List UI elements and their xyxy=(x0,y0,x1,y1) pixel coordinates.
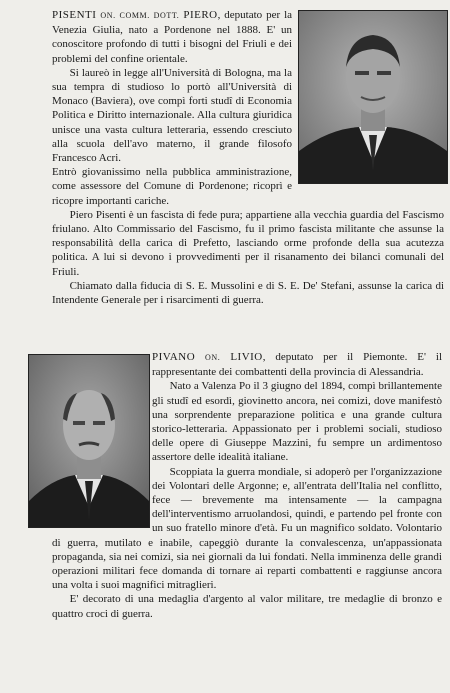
honorific: ON. xyxy=(205,353,221,362)
paragraph: Si laureò in legge all'Università di Bologna, ma la sua tempra di studioso lo portò all'Università di Monaco (Baviera), ove compì forti studî di Economia Politica e Diritto internazionale. Alla cultura giuridica unisce una vasta cultura letteraria, essendo cresciuto alla scuola dell'avo materno, il grande filosofo Francesco Acri. xyxy=(52,66,292,165)
biography-text-pivano xyxy=(52,350,442,621)
photo-spacer xyxy=(52,350,152,528)
paragraph: Scoppiata la guerra mondiale, si adoperò per l'organizzazione dei Volontari delle Argonne; e, all'entrata dell'Italia nel conflitto, fece — brevemente ma intensamente — la campagna dell'interventismo arruolandosi, quindi, e partendo pel fronte con un suo fratello minore d'età. Fu un magnifico soldato. Volontario di guerra, mutilato e inabile, capeggiò durante la convalescenza, un'appassionata propaganda, sia nei comizi, sia nei giornali da lui fondati. Nella imminenza delle grandi operazioni militari fece domanda di tornare ai reparti combattenti e raggiunse ancora una volta i suoi magnifici mitraglieri. xyxy=(52,465,442,592)
photo-spacer xyxy=(292,8,444,184)
biography-text-pisenti xyxy=(52,8,444,307)
entry-pivano xyxy=(0,350,450,693)
intro-text: , deputato per il Piemonte. E' il rappresentante dei combattenti della provincia di Alessandria. xyxy=(152,351,443,379)
given-name: PIERO xyxy=(183,9,218,21)
paragraph: Nato a Valenza Po il 3 giugno del 1894, compì brillantemente gli studî ed esordì, giovinetto ancora, nei comizi, dove manifestò una sorprendente preparazione politica e una grande cultura storico-letteraria. Appassionato per i problemi sociali, studioso delle opere di Giuseppe Mazzini, fu sempre un ardimentoso assertore delle idealità italiane. xyxy=(152,380,442,464)
paragraph: Piero Pisenti è un fascista di fede pura; appartiene alla vecchia guardia del Fascismo friulano. Alto Commissario del Fascismo, fu il primo fascista militante che assunse la responsabilità della carica di Prefetto, lasciando orme profonde della sua acutezza politica. A lui si devono i provvedimenti per il risanamento dei bilanci comunali del Friuli. xyxy=(52,208,444,278)
honorific: ON. COMM. DOTT. xyxy=(100,11,180,20)
surname: PISENTI xyxy=(52,9,97,21)
paragraph: E' decorato di una medaglia d'argento al valor militare, tre medaglie di bronzo e quattro croci di guerra. xyxy=(52,593,442,620)
entry-pisenti xyxy=(0,8,450,328)
intro-text: , deputato per la Venezia Giulia, nato a Pordenone nel 1888. E' un conoscitore profondo di tutti i bisogni del Friuli e dei problemi del confine orientale. xyxy=(52,9,293,65)
given-name: LIVIO xyxy=(230,351,263,363)
paragraph: Entrò giovanissimo nella pubblica amministrazione, come assessore del Comune di Pordenone; ricoprì e ricopre importanti cariche. xyxy=(52,166,292,207)
surname: PIVANO xyxy=(152,351,196,363)
paragraph: Chiamato dalla fiducia di S. E. Mussolini e di S. E. De' Stefani, assunse la carica di Intendente Generale per i risarcimenti di guerra. xyxy=(52,279,444,307)
